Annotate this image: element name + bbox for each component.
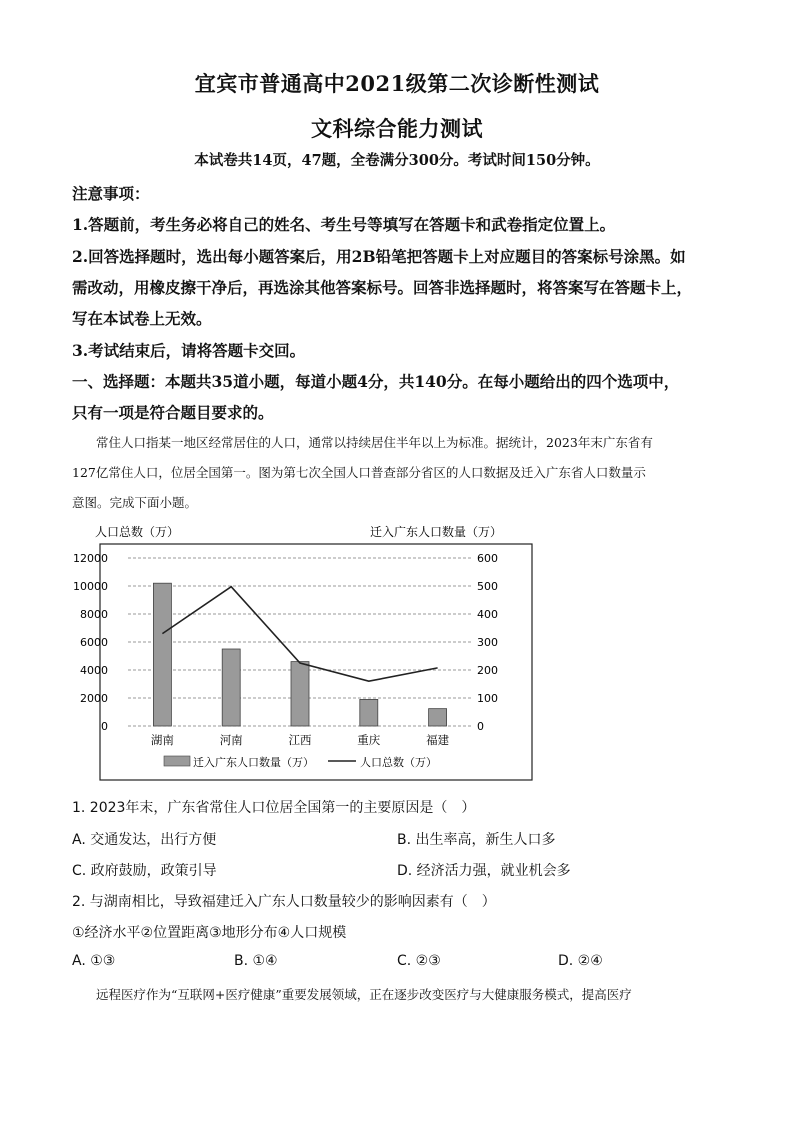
q1-option-a[interactable]: A. 交通发达，出行方便	[72, 832, 217, 848]
question-1-stem: 1. 2023年末，广东省常住人口位居全国第一的主要原因是（ ）	[72, 800, 476, 816]
left-tick-label: 0	[101, 720, 108, 733]
legend-bar-label: 迁入广东人口数量（万）	[193, 756, 314, 769]
left-tick-label: 12000	[73, 552, 108, 565]
q2-option-a[interactable]: A. ①③	[72, 953, 116, 969]
section-heading-line-1: 一、选择题：本题共35道小题，每道小题4分，共140分。在每小题给出的四个选项中，	[72, 372, 680, 391]
left-axis-title: 人口总数（万）	[95, 525, 180, 539]
left-tick-label: 10000	[73, 580, 108, 593]
category-labels	[151, 733, 450, 747]
q2-option-c[interactable]: C. ②③	[397, 953, 441, 969]
category-label: 河南	[219, 733, 243, 747]
right-tick-label: 200	[477, 664, 498, 677]
category-label: 福建	[426, 733, 450, 747]
bar	[222, 649, 240, 726]
bar-series	[153, 583, 446, 726]
right-tick-label: 0	[477, 720, 484, 733]
exam-info: 本试卷共14页，47题，全卷满分300分。考试时间150分钟。	[194, 152, 600, 169]
left-tick-label: 8000	[80, 608, 108, 621]
chart-legend	[164, 755, 437, 769]
q2-option-b[interactable]: B. ①④	[234, 953, 278, 969]
right-tick-label: 600	[477, 552, 498, 565]
q1-option-d[interactable]: D. 经济活力强，就业机会多	[397, 863, 571, 879]
q2-option-d[interactable]: D. ②④	[558, 953, 603, 969]
bar	[153, 583, 171, 726]
exam-title: 宜宾市普通高中2021级第二次诊断性测试	[194, 71, 600, 96]
right-axis-title: 迁入广东人口数量（万）	[370, 525, 503, 539]
left-tick-label: 6000	[80, 636, 108, 649]
passage-line-2: 127亿常住人口，位居全国第一。图为第七次全国人口普查部分省区的人口数据及迁入广东省人口数量示	[72, 465, 646, 480]
passage-2-line-1: 远程医疗作为“互联网+医疗健康”重要发展领域，正在逐步改变医疗与大健康服务模式，提高医疗	[96, 987, 632, 1002]
notice-item-2-line-3: 写在本试卷上无效。	[72, 309, 212, 328]
category-label: 江西	[288, 733, 312, 747]
q2-factors: ①经济水平②位置距离③地形分布④人口规模	[72, 925, 347, 941]
category-label: 湖南	[150, 733, 174, 747]
right-axis-ticks	[477, 552, 498, 733]
section-heading-line-2: 只有一项是符合题目要求的。	[72, 403, 274, 422]
notice-item-1: 1.答题前，考生务必将自己的姓名、考生号等填写在答题卡和武卷指定位置上。	[72, 215, 616, 234]
q1-option-c[interactable]: C. 政府鼓励，政策引导	[72, 863, 217, 879]
right-tick-label: 300	[477, 636, 498, 649]
legend-bar-swatch	[164, 756, 190, 766]
bar	[360, 699, 378, 726]
notice-item-2-line-2: 需改动，用橡皮擦干净后，再选涂其他答案标号。回答非选择题时，将答案写在答题卡上，	[72, 278, 693, 297]
category-label: 重庆	[357, 733, 381, 747]
notice-item-3: 3.考试结束后，请将答题卡交回。	[72, 341, 306, 360]
left-tick-label: 2000	[80, 692, 108, 705]
notice-heading: 注意事项：	[72, 184, 150, 203]
right-tick-label: 400	[477, 608, 498, 621]
legend-line-label: 人口总数（万）	[360, 756, 437, 769]
question-2-stem: 2. 与湖南相比，导致福建迁入广东人口数量较少的影响因素有（ ）	[72, 894, 496, 910]
passage-line-1: 常住人口指某一地区经常居住的人口，通常以持续居住半年以上为标准。据统计，2023年末广东省有	[96, 435, 653, 450]
q1-option-b[interactable]: B. 出生率高，新生人口多	[397, 832, 556, 848]
notice-item-2-line-1: 2.回答选择题时，选出每小题答案后，用2B铅笔把答题卡上对应题目的答案标号涂黑。如	[72, 247, 686, 266]
bar	[429, 709, 447, 726]
left-axis-ticks	[73, 552, 108, 733]
left-tick-label: 4000	[80, 664, 108, 677]
exam-subject-title: 文科综合能力测试	[311, 116, 483, 141]
bar	[291, 662, 309, 726]
right-tick-label: 100	[477, 692, 498, 705]
right-tick-label: 500	[477, 580, 498, 593]
passage-line-3: 意图。完成下面小题。	[72, 495, 198, 510]
population-chart	[60, 518, 540, 788]
